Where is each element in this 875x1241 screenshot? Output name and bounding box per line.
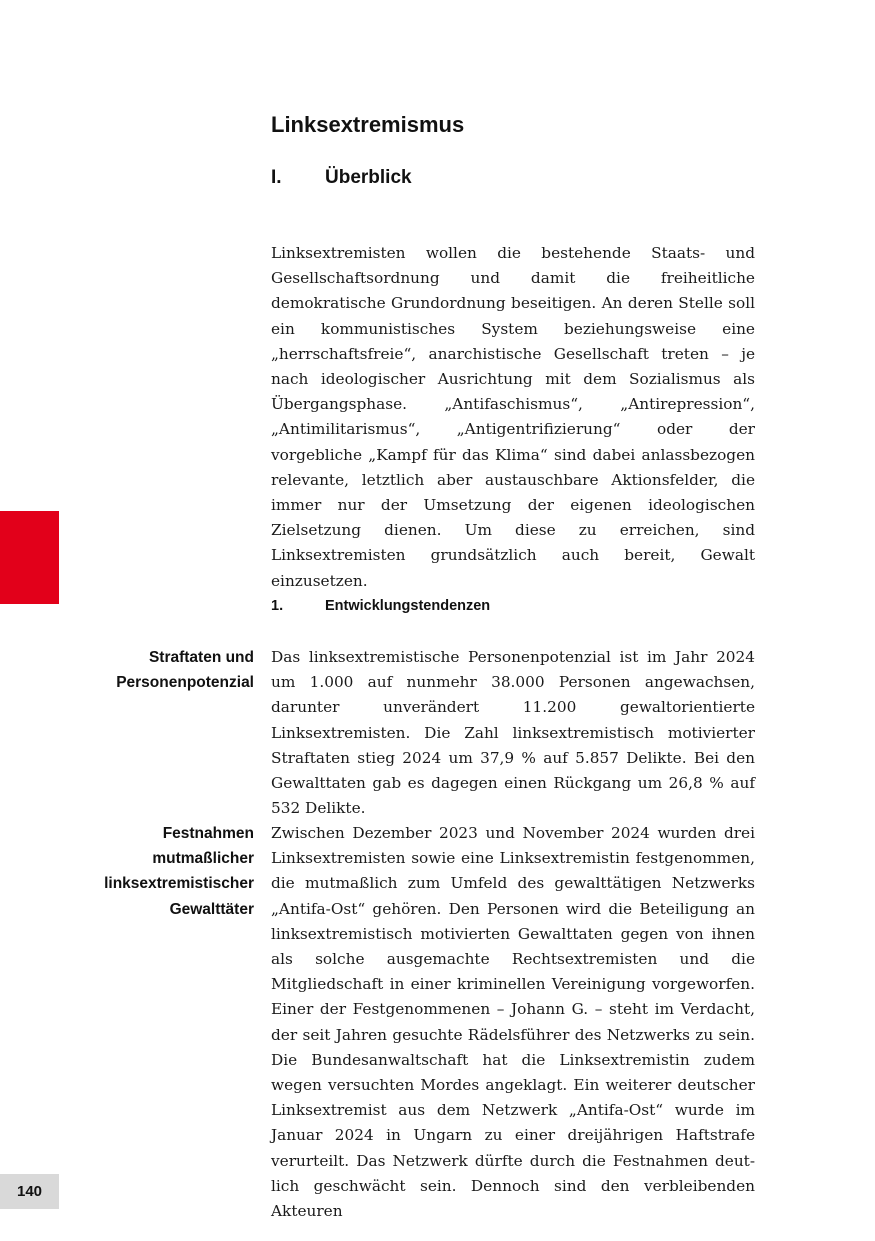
section-number: I. xyxy=(271,167,282,188)
section-title: Überblick xyxy=(325,167,412,188)
chapter-title: Linksextremismus xyxy=(271,112,465,137)
margin-label-festnahmen: Festnahmen mutmaßlicher linksextremistischer Gewalttäter xyxy=(104,825,254,918)
chapter-color-tab xyxy=(0,511,59,604)
subsection-title: Entwicklungstendenzen xyxy=(325,598,491,614)
page-number: 140 xyxy=(0,1174,59,1209)
section-heading xyxy=(271,165,412,191)
paragraph-festnahmen: Zwischen Dezember 2023 und November 2024 wurden drei Linksextremisten sowie eine Linksextremistin festgenommen, die mutmaßlich zum Umfeld des gewalttätigen Netzwerks „Antifa-Ost“ gehören. Den Personen wird die Beteiligung an linksextremistisch motivierten Gewalttaten gegen von ihnen als solche ausgemachte Rechtsextremisten und die Mitgliedschaft in einer kriminellen Vereinigung vorgeworfen. Einer der Festgenommenen – Johann G. – steht im Verdacht, der seit Jahren gesuchte Rädelsführer des Netzwerks zu sein. Die Bundesanwaltschaft hat die Linksextremistin zudem wegen versuchten Mordes angeklagt. Ein weiterer deutscher Linksextremist aus dem Netzwerk „Antifa-Ost“ wurde im Januar 2024 in Ungarn zu einer dreijährigen Haftstrafe verurteilt. Das Netzwerk dürfte durch die Festnahmen deutlich geschwächt sein. Dennoch sind den verbleibenden Akteuren xyxy=(271,824,755,1221)
subsection-heading xyxy=(271,595,490,617)
intro-paragraph: Linksextremisten wollen die bestehende Staats- und Gesellschaftsordnung und damit die freiheitliche demokratische Grundordnung beseitigen. An deren Stelle soll ein kommunistisches System beziehungsweise eine „herrschaftsfreie“, anarchistische Gesellschaft treten – je nach ideologischer Ausrichtung mit dem Sozialismus als Übergangsphase. „Antifaschismus“, „Antirepression“, „Antimilitarismus“, „Antigentrifizierung“ oder der vorgebliche „Kampf für das Klima“ sind dabei anlassbezogen relevante, letztlich aber austauschbare Aktionsfelder, die immer nur der Umsetzung der eigenen ideologischen Zielsetzung dienen. Um diese zu erreichen, sind Linksextremisten grundsätzlich auch bereit, Gewalt einzusetzen. xyxy=(271,244,755,590)
subsection-number: 1. xyxy=(271,598,284,614)
paragraph-straftaten: Das linksextremistische Personenpotenzial ist im Jahr 2024 um 1.000 auf nunmehr 38.000 Personen angewachsen, darunter unverändert 11.200 gewaltorientierte Linksextremisten. Die Zahl linksextremistisch motivierter Straftaten stieg 2024 um 37,9 % auf 5.857 Delikte. Bei den Gewalttaten gab es dagegen einen Rückgang um 26,8 % auf 532 Delikte. xyxy=(271,648,755,818)
margin-label-straftaten: Straftaten und Personenpotenzial xyxy=(116,649,254,692)
